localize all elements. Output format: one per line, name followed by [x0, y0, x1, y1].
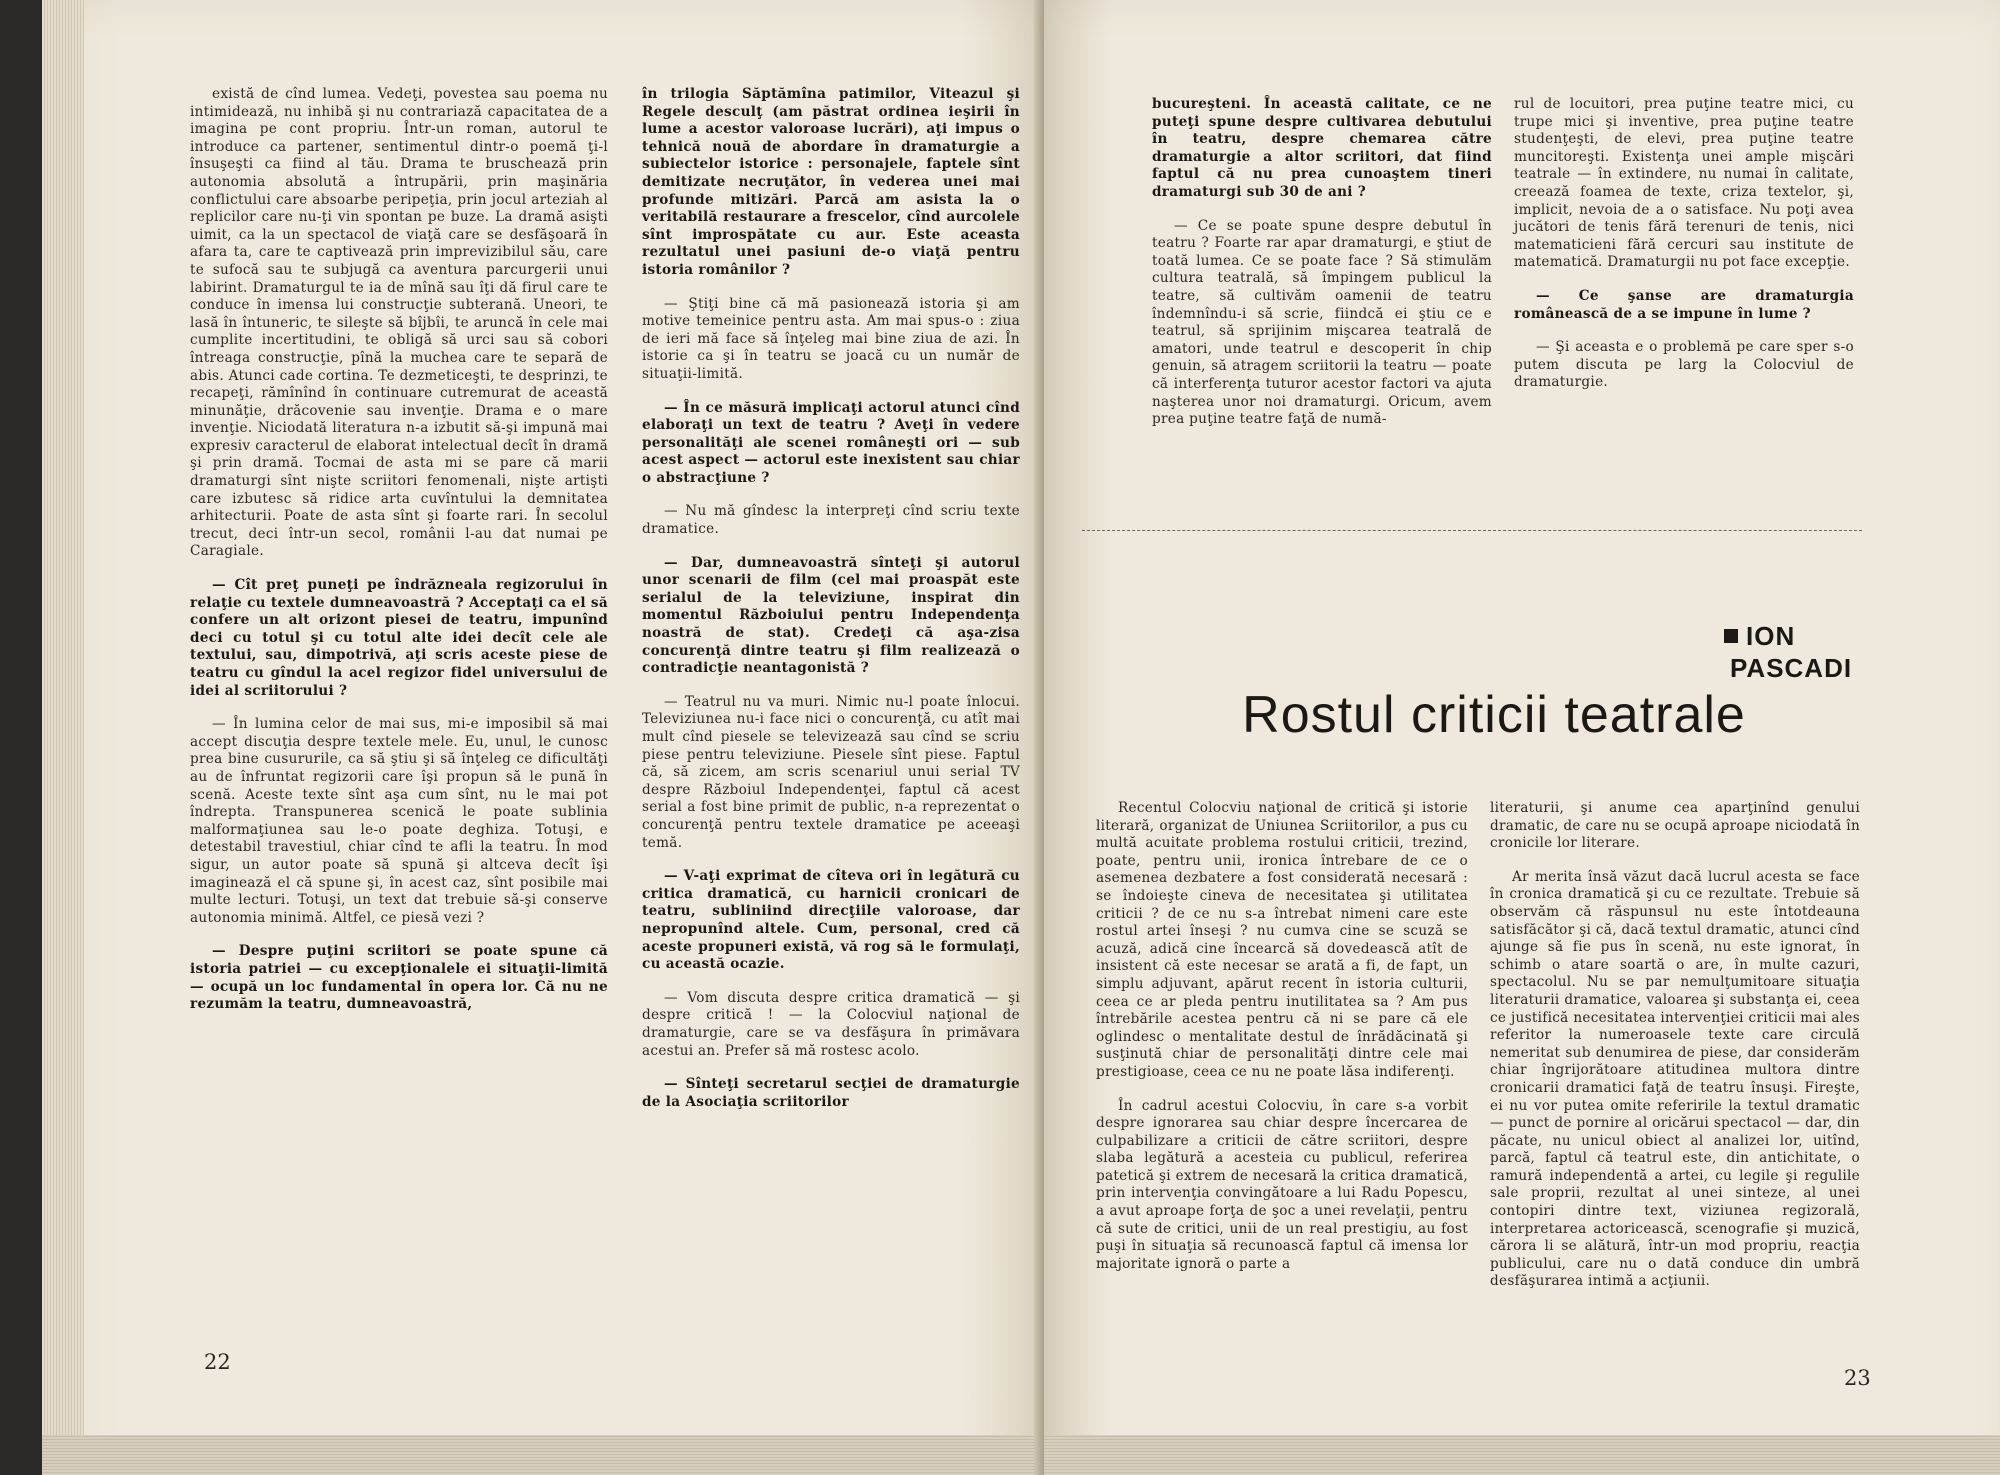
question-paragraph: — Ce şanse are dramaturgia românească de a se impune în lume ?: [1514, 287, 1854, 322]
answer-paragraph: — Şi aceasta e o problemă pe care sper s-o putem discuta pe larg la Colocviul de dramaturgie.: [1514, 339, 1854, 391]
author-last-name: PASCADI: [1730, 653, 1853, 683]
answer-paragraph: — Teatrul nu va muri. Nimic nu-l poate înlocui. Televiziunea nu-i face nici o concurenţă, cu atît mai mult cînd piesele se televizează sau cînd se scriu piese pentru televiziune. Piesele sînt piese. Faptul că, să zicem, am scris scenariul unui serial TV despre Războiul Independenţei, faptul că acest serial a fost bine primit de public, n-a reprezentat o concurenţă pentru textele dramatice pe aceeaşi temă.: [642, 693, 1020, 851]
question-paragraph: în trilogia Săptămîna patimilor, Viteazul şi Regele desculţ (am păstrat ordinea ieşirii în lume a acestor valoroase lucrări), aţi impus o tehnică nouă de abordare în dramaturgie a subiectelor istorice : personajele, faptele sînt demitizate necruţător, în vederea unei mai profunde mitizări. Parcă am asista la o veritabilă restaurare a frescelor, cînd aurcolele sînt improspătate cu aur. Este aceasta rezultatul unei pasiuni de-o viaţă pentru istoria românilor ?: [642, 86, 1020, 278]
magazine-spread: [14, 0, 1986, 1475]
question-paragraph: — Dar, dumneavoastră sînteţi şi autorul unor scenarii de film (cel mai proaspăt este serialul de la televiziune, inspirat din momentul Războiului pentru Independenţa noastră de stat). Credeţi că aşa-zisa concurenţă dintre teatru şi film realizează o contradicţie neantagonistă ?: [642, 554, 1020, 677]
page-edge-bottom-right: [1044, 1435, 2000, 1475]
answer-paragraph: literaturii, şi anume cea aparţinînd genului dramatic, de care nu se ocupă aproape niciodată în cronicile lor literare.: [1490, 800, 1860, 852]
author-first-name: ION: [1746, 621, 1796, 651]
answer-paragraph: rul de locuitori, prea puţine teatre mici, cu trupe mici şi inventive, prea puţine teatre studenţeşti, de elevi, prea puţine teatre muncitoreşti. Existenţa unei ample mişcări teatrale — în extindere, nu numai în calitate, creează foamea de texte, criza textelor, şi, implicit, nevoia de a o satisface. Nu poţi avea jucători de tenis fără terenuri de tenis, nici matematicieni fără cercuri sau institute de matematică. Dramaturgii nu pot face excepţie.: [1514, 96, 1854, 271]
right-column-1-bottom: [1096, 800, 1468, 1289]
answer-paragraph: — Ştiţi bine că mă pasionează istoria şi am motive temeinice pentru asta. Am mai spus-o : ziua de ieri mă face să înţeleg mai bine ziua de azi. În istorie ca şi în teatru se joacă cu un număr de situaţii-limită.: [642, 295, 1020, 382]
article-title: Rostul criticii teatrale: [1242, 686, 1746, 744]
right-column-1-top: [1152, 96, 1492, 445]
question-paragraph: — Cît preţ puneţi pe îndrăzneala regizorului în relaţie cu textele dumneavoastră ? Acceptaţi ca el să confere un alt orizont piesei de teatru, impunînd deci cu totul şi cu totul alte idei decît cele ale textului, sau, dimpotrivă, aţi scris aceste piese de teatru cu gîndul la acel regizor fidel universului de idei al scriitorului ?: [190, 577, 608, 699]
left-column-1: [190, 86, 608, 1030]
left-page: [42, 0, 1042, 1475]
bullet-square-icon: [1724, 629, 1738, 643]
right-column-2-top: [1514, 96, 1854, 408]
left-column-2: [642, 86, 1020, 1127]
answer-paragraph: există de cînd lumea. Vedeţi, povestea sau poema nu intimidează, nu inhibă şi nu contrariază capacitatea de a imagina pe cont propriu. Într-un roman, autorul te introduce ca partener, sentimentul dintr-o poemă ţi-l însuşeşti ca fiind al tău. Drama te bruschează prin autonomia absolută a întrupării, prin maşinăria conflictului care absoarbe peripeţia, prin jocul arteziah al replicilor care nu-ţi vin spontan pe buze. La dramă asişti uimit, ca la un spectacol de viaţă care se desfăşoară în afara ta, care te captivează prin imprevizibilul său, care te sufocă sau te subjugă ca aventura parcurgerii unui labirint. Dramaturgul te ia de mînă sau îţi dă firul care te conduce în imensa lui construcţie subterană. Uneori, te lasă în întuneric, te sileşte să bîjbîi, te aruncă în cele mai cumplite incertitudini, te obligă să urci sau să cobori întreaga construcţie, pînă la muchea care te separă de abis. Atunci cade cortina. Te dezmeticeşti, te desprinzi, te recapeţi, rămînînd în continuare cutremurat de această minunăţie, drăcovenie sau invenţie. Drama e o mare invenţie. Niciodată literatura n-a izbutit să-şi impună mai expresiv caracterul de elaborat intelectual decît în dramă şi prin dramă. Tocmai de asta mi se pare că marii dramaturgi sînt nişte scriitori fenomenali, nişte artişti care izbutesc să ridice arta cuvîntului la demnitatea arhitecturii. Poate de asta sînt şi foarte rari. În secolul trecut, deci într-un secol, românii l-au dat numai pe Caragiale.: [190, 86, 608, 560]
author-byline: [1724, 620, 1924, 684]
page-edge: [42, 0, 84, 1475]
page-number-right: 23: [1844, 1366, 1871, 1390]
question-paragraph: — V-aţi exprimat de cîteva ori în legătură cu critica dramatică, cu harnicii cronicari de teatru, subliniind direcţiile valoroase, dar nepropunînd altele. Cum, personal, cred că aceste propuneri există, vă rog să le formulaţi, cu această ocazie.: [642, 868, 1020, 973]
answer-paragraph: În cadrul acestui Colocviu, în care s-a vorbit despre ignorarea sau chiar despre încercarea de culpabilizare a criticii de către scriitori, despre slaba legătură a acesteia cu publicul, referirea patetică şi extrem de necesară la critica dramatică, prin intervenţia convingătoare a lui Radu Popescu, a avut aproape forţa de şoc a unei revelaţii, pentru că sute de critici, unii de un real prestigiu, au fost puşi în situaţia să recunoască faptul că imensa lor majoritate ignoră o parte a: [1096, 1097, 1468, 1272]
page-number-left: 22: [204, 1350, 231, 1374]
answer-paragraph: Recentul Colocviu naţional de critică şi istorie literară, organizat de Uniunea Scriitorilor, a pus cu multă acuitate problema rostului criticii, trezind, poate, pentru unii, ironica întrebare de ce o asemenea dezbatere a fost considerată necesară : se îndoieşte cineva de necesitatea şi utilitatea criticii ? de ce nu s-a întrebat nimeni care este rostul artei înseşi ? nu cumva cine se scuză se acuză, adică cine încearcă să dovedească atît de insistent că este necesar se arată a fi, de fapt, un simplu adjuvant, apărut recent în istoria culturii, ceea ce ar pleda pentru inutilitatea sa ? Am pus întrebările acestea pentru că ni se pare că ele oglindesc o mentalitate destul de înrădăcinată şi susţinută chiar de personalităţi dintre cele mai prestigioase, ceea ce nu ne poate lăsa indiferenţi.: [1096, 800, 1468, 1080]
section-divider: [1082, 530, 1862, 531]
right-column-2-bottom: [1490, 800, 1860, 1307]
question-paragraph: — În ce măsură implicaţi actorul atunci cînd elaboraţi un text de teatru ? Aveţi în vedere personalităţi ale scenei româneşti ori — sub acest aspect — actorul este inexistent sau chiar o abstracţiune ?: [642, 399, 1020, 486]
answer-paragraph: — Vom discuta despre critica dramatică — şi despre critică ! — la Colocviul naţional de dramaturgie, care se va desfăşura în primăvara acestui an. Prefer să mă rostesc acolo.: [642, 989, 1020, 1059]
answer-paragraph: — În lumina celor de mai sus, mi-e imposibil să mai accept discuţia despre textele mele. Eu, unul, le cunosc prea bine cusururile, ca să ştiu şi să înţeleg ce dificultăţi au de înfruntat regizorii care îşi propun să le pună în scenă. Aceste texte sînt aşa cum sînt, nu le mai pot îndrepta. Transpunerea scenică le poate sublinia malformaţiunea sau le-o poate deghiza. Totuşi, e detestabil travestiul, chiar cînd te afli la teatru. În mod sigur, un autor poate să spună şi altceva decît îşi imaginează el că spune şi, în acest caz, sînt posibile mai multe lecturi. Totuşi, un text dat trebuie să-şi conserve autonomia minimă. Altfel, ce piesă vezi ?: [190, 716, 608, 926]
question-paragraph: — Sînteţi secretarul secţiei de dramaturgie de la Asociaţia scriitorilor: [642, 1076, 1020, 1110]
page-edge-bottom: [42, 1435, 1042, 1475]
question-paragraph: — Despre puţini scriitori se poate spune că istoria patriei — cu excepţionalele ei situaţii-limită — ocupă un loc fundamental în opera lor. Că nu ne rezumăm la teatru, dumneavoastră,: [190, 943, 608, 1013]
question-paragraph: bucureşteni. În această calitate, ce ne puteţi spune despre cultivarea debutului în teatru, despre chemarea către dramaturgie a altor scriitori, dat fiind faptul că nu prea cunoaştem tineri dramaturgi sub 30 de ani ?: [1152, 96, 1492, 200]
answer-paragraph: Ar merita însă văzut dacă lucrul acesta se face în cronica dramatică şi cu ce rezultate. Trebuie să observăm că răspunsul nu este întotdeauna satisfăcător şi că, dacă textul dramatic, atunci cînd ajunge să fie pus în scenă, nu este ignorat, în schimb o atare soartă o are, în multe cazuri, spectacolul. Nu se par nemulţumitoare situaţia literaturii dramatice, valoarea şi substanţa ei, ceea ce justifică necesitatea intervenţiei criticii mai ales referitor la numeroasele texte care circulă nemeritat sub denumirea de piese, dar considerăm chiar îngrijorătoare atitudinea multora dintre cronicarii dramatici faţă de teatru însuşi. Fireşte, ei nu vor putea omite referirile la textul dramatic — punct de pornire al oricărui spectacol — dar, din păcate, nu unicul obiect al analizei lor, uitînd, parcă, faptul că teatrul este, din antichitate, o ramură independentă a artei, cu legile şi regulile sale proprii, rezultat al unei sinteze, al unei contopiri dintre text, viziunea regizorală, interpretarea actoricească, scenografie şi muzică, cărora li se alătură, într-un mod propriu, reacţia publicului, care nu o dată conduce din umbră desfăşurarea intimă a acţiunii.: [1490, 868, 1860, 1290]
answer-paragraph: — Ce se poate spune despre debutul în teatru ? Foarte rar apar dramaturgi, e ştiut de toată lumea. Ce se poate face ? Să stimulăm cultura teatrală, să împingem publicul la teatre, să cultivăm oamenii de teatru îndemnîndu-i să scrie, fiindcă ei ştiu ce e teatrul, să sprijinim mişcarea teatrală de amatori, unde teatrul e descoperit în chip genuin, să atragem scriitorii la teatru — poate că interferenţa tuturor acestor factori va ajuta naşterea unor noi dramaturgi. Oricum, avem prea puţine teatre faţă de numă-: [1152, 217, 1492, 428]
answer-paragraph: — Nu mă gîndesc la interpreţi cînd scriu texte dramatice.: [642, 503, 1020, 538]
